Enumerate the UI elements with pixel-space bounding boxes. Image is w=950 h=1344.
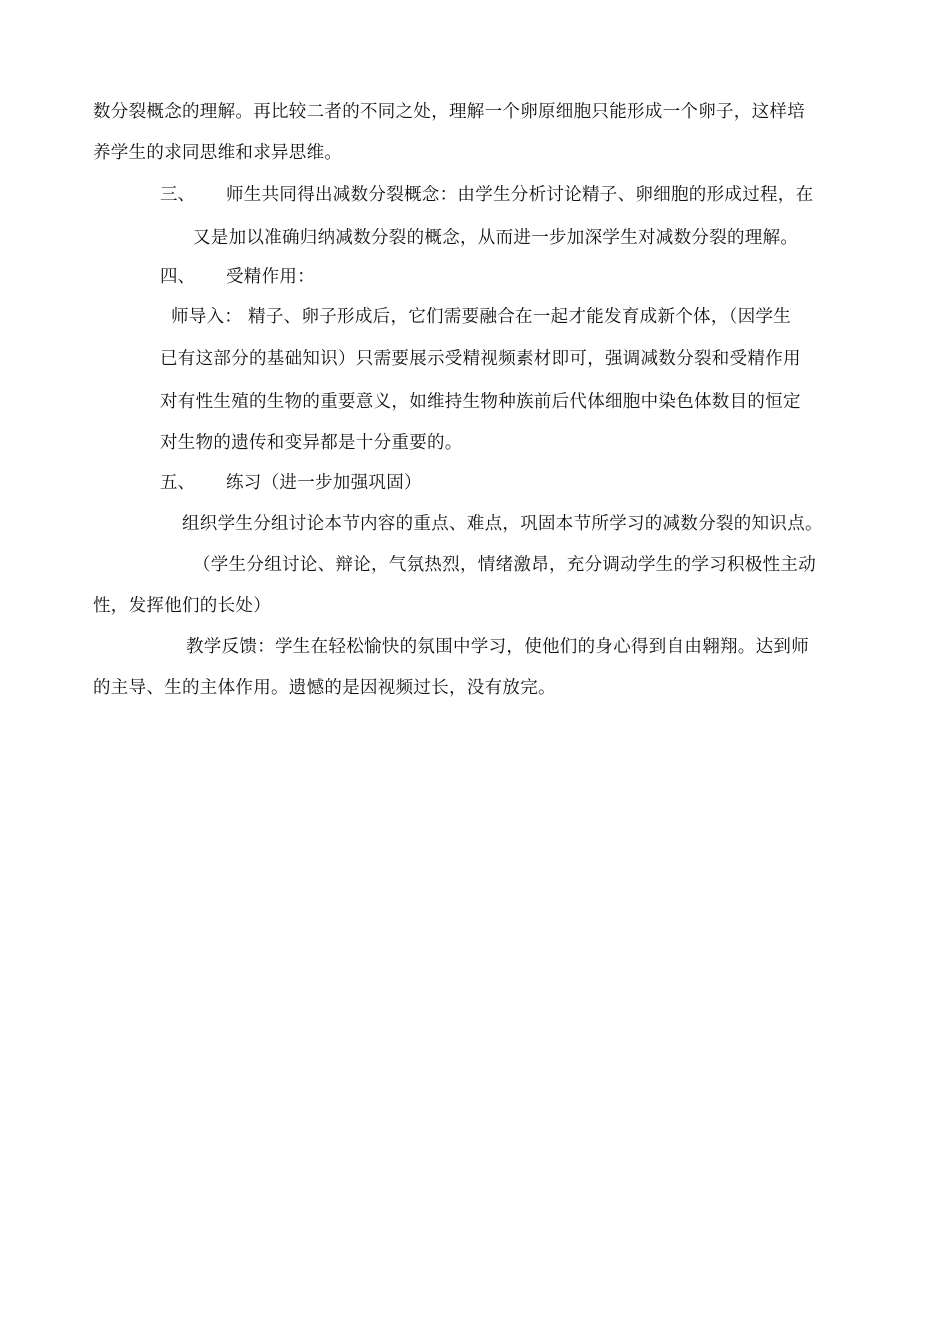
section-five-line: （学生分组讨论、辩论，气氛热烈，情绪激昂，充分调动学生的学习积极性主动 [193, 555, 816, 575]
feedback-line: 的主导、生的主体作用。遗憾的是因视频过长，没有放完。 [93, 678, 556, 698]
paragraph-line: 数分裂概念的理解。再比较二者的不同之处，理解一个卵原细胞只能形成一个卵子，这样培 [93, 102, 805, 122]
section-marker-three: 三、 [160, 185, 195, 205]
section-marker-four: 四、 [160, 267, 195, 287]
section-three-line: 师生共同得出减数分裂概念：由学生分析讨论精子、卵细胞的形成过程，在 [226, 185, 814, 205]
section-four-line: 已有这部分的基础知识）只需要展示受精视频素材即可，强调减数分裂和受精作用 [160, 349, 801, 369]
section-four-line: 对有性生殖的生物的重要意义，如维持生物种族前后代体细胞中染色体数目的恒定 [160, 392, 801, 412]
feedback-line: 教学反馈：学生在轻松愉快的氛围中学习，使他们的身心得到自由翱翔。达到师 [186, 637, 809, 657]
section-four-heading: 受精作用： [226, 267, 315, 287]
section-five-heading: 练习（进一步加强巩固） [226, 473, 422, 493]
section-three-line: 又是加以准确归纳减数分裂的概念，从而进一步加深学生对减数分裂的理解。 [193, 228, 799, 248]
section-marker-five: 五、 [160, 473, 195, 493]
section-four-line: 对生物的遗传和变异都是十分重要的。 [160, 433, 463, 453]
section-five-line: 组织学生分组讨论本节内容的重点、难点，巩固本节所学习的减数分裂的知识点。 [182, 514, 823, 534]
paragraph-line: 养学生的求同思维和求异思维。 [93, 143, 343, 163]
section-four-line: 师导入： 精子、卵子形成后，它们需要融合在一起才能发育成新个体，（因学生 [171, 307, 792, 327]
section-five-line: 性，发挥他们的长处） [93, 596, 271, 616]
